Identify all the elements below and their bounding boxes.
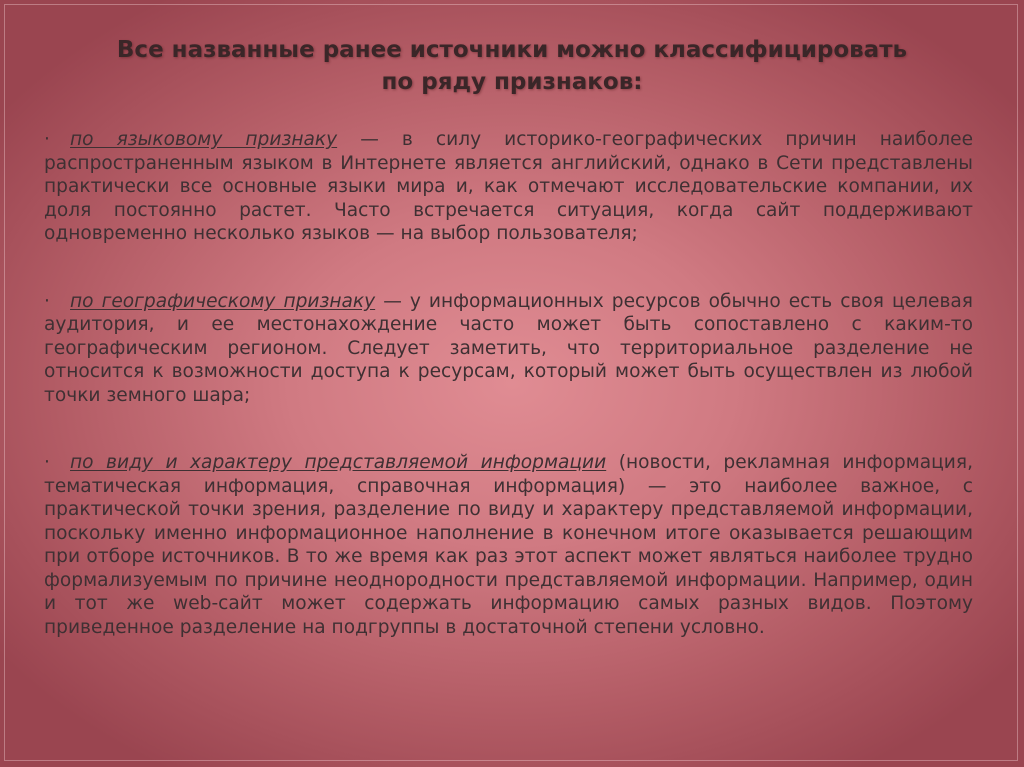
slide-title-line-2: по ряду признаков: — [381, 69, 643, 95]
item-term: по языковому признаку — [70, 129, 338, 150]
list-item-language — [44, 128, 973, 246]
item-text: — в силу историко-географических причин наиболее распространенным языком в Интернете является английский, однако в Сети представлены практически все основные языки мира и, как отмечают исследовательские компании, их доля постоянно растет. Часто встречается ситуация, когда сайт поддерживают одновременно несколько языков — на выбор пользователя; — [44, 129, 974, 244]
bullet-icon: · — [44, 129, 50, 150]
slide-title-line-1: Все названные ранее источники можно классифицировать — [116, 37, 908, 63]
item-text: — у информационных ресурсов обычно есть своя целевая аудитория, и ее местонахождение часто может быть сопоставлено с каким-то географическим регионом. Следует заметить, что территориальное разделение не относится к возможности доступа к ресурсам, который может быть осуществлен из любой точки земного шара; — [44, 290, 973, 406]
item-text: (новости, рекламная информация, тематическая информация, справочная информация) — это наиболее важное, с практической точки зрения, разделение по виду и характеру представляемой информации, поскольку именно информационное наполнение в конечном итоге оказывается решающим при отборе источников. В то же время как раз этот аспект может являться наиболее трудно формализуемым по причине неоднородности представляемой информации. Например, один и тот же web-сайт может содержать информацию самых разных видов. Поэтому приведенное разделение на подгруппы в достаточной степени условно. — [44, 452, 973, 638]
item-term: по географическому признаку — [70, 290, 376, 312]
item-term: по виду и характеру представляемой информации — [70, 452, 607, 473]
slide-title — [40, 34, 984, 98]
classification-list — [44, 128, 973, 639]
bullet-icon: · — [44, 290, 50, 312]
list-item-geography — [44, 290, 973, 408]
list-item-content-type — [44, 451, 973, 639]
bullet-icon: · — [44, 452, 50, 473]
